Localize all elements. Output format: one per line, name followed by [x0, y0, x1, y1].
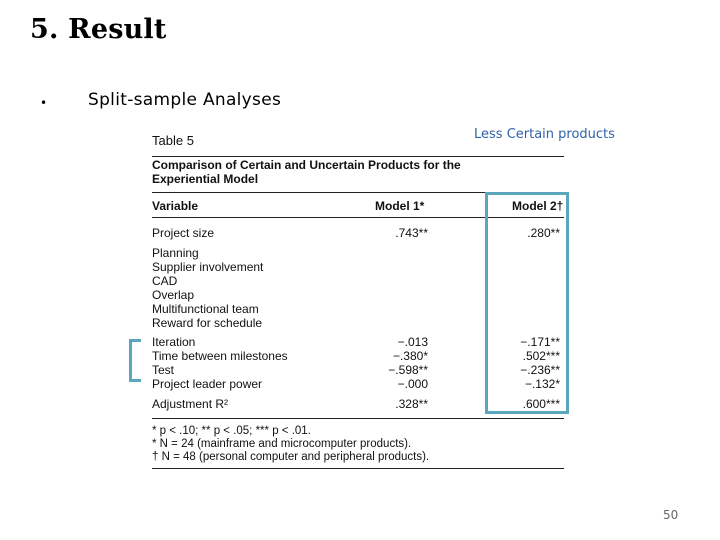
note-line: * p < .10; ** p < .05; *** p < .01.	[152, 425, 311, 437]
row-variable: Reward for schedule	[152, 316, 263, 330]
row-variable: Planning	[152, 246, 199, 260]
row-variable: Project size	[152, 226, 215, 240]
row-model2: .280**	[527, 226, 560, 240]
row-model1: .743**	[395, 226, 428, 240]
row-variable: Multifunctional team	[152, 302, 259, 316]
header-variable: Variable	[152, 199, 199, 213]
table-top-rule	[152, 156, 564, 157]
row-variable: Project leader power	[152, 377, 263, 391]
row-model1: −.013	[397, 335, 428, 349]
row-model1: −.000	[397, 377, 428, 391]
slide-title: 5. Result	[30, 14, 167, 45]
row-model2: −.171**	[520, 335, 560, 349]
row-model2: −.132*	[524, 377, 560, 391]
row-model2: .600***	[522, 397, 560, 411]
table-caption: Comparison of Certain and Uncertain Products for the Experiential Model	[152, 158, 461, 186]
row-variable: Time between milestones	[152, 349, 288, 363]
note-line: † N = 48 (personal computer and peripheral products).	[152, 451, 430, 463]
row-model1: −.598**	[388, 363, 428, 377]
row-model1: −.380*	[392, 349, 428, 363]
row-variable: Supplier involvement	[152, 260, 264, 274]
table-label: Table 5	[152, 133, 194, 148]
table-bottom-rule	[152, 468, 564, 469]
iteration-rows-bracket	[129, 339, 141, 382]
less-certain-annotation: Less Certain products	[474, 127, 615, 142]
note-line: * N = 24 (mainframe and microcomputer products).	[152, 438, 412, 450]
table-notes	[152, 425, 429, 464]
slide-subtitle: Split-sample Analyses	[88, 90, 282, 110]
row-model1: .328**	[395, 397, 428, 411]
row-variable: Adjustment R²	[152, 397, 229, 411]
header-model1: Model 1*	[375, 199, 425, 213]
row-variable: Iteration	[152, 335, 196, 349]
model2-highlight-box	[485, 192, 569, 414]
row-variable: Overlap	[152, 288, 195, 302]
table-notes-rule	[152, 418, 564, 419]
row-variable: CAD	[152, 274, 178, 288]
row-variable: Test	[152, 363, 175, 377]
bullet-point: •	[40, 96, 48, 110]
page-number: 50	[663, 508, 679, 522]
row-model2: .502***	[522, 349, 560, 363]
header-model2: Model 2†	[512, 199, 564, 213]
row-model2: −.236**	[520, 363, 560, 377]
